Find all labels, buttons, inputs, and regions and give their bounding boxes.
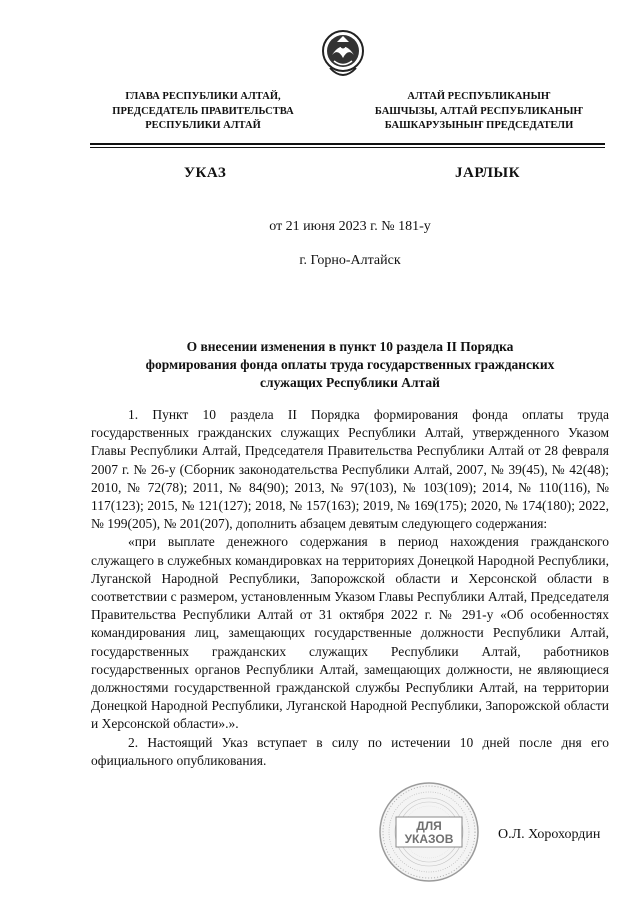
- header-divider-thick: [90, 143, 605, 145]
- stamp-line-2: УКАЗОВ: [404, 832, 454, 846]
- paragraph-1: 1. Пункт 10 раздела II Порядка формирования фонда оплаты труда государственных гражданских служащих Республики Алтай, утвержденного Указом Главы Республики Алтай, Председателя Правительства Республики Алтай от 28 февраля 2007 г. № 26-у (Сборник законодательства Республики Алтай, 2007, № 39(45), № 42(48); 2010, № 72(78); 2011, № 84(90); 2013, № 97(103), № 103(109); 2014, № 110(116), № 117(123); 2015, № 121(127); 2018, № 157(163); 2019, № 169(175); 2020, № 174(180); 2022, № 199(205), № 201(207), дополнить абзацем девятым следующего содержания:: [91, 407, 609, 532]
- document-body: [91, 406, 609, 770]
- header-left-line-2: ПРЕДСЕДАТЕЛЬ ПРАВИТЕЛЬСТВА: [112, 105, 294, 117]
- header-right-authority: [364, 90, 594, 134]
- title-line-3: служащих Республики Алтай: [260, 375, 440, 390]
- header-right-line-2: БАШЧЫЗЫ, АЛТАЙ РЕСПУБЛИКАНЫҤ: [374, 105, 584, 117]
- header-left-authority: [88, 90, 318, 134]
- paragraph-2-quoted: «при выплате денежного содержания в период нахождения гражданского служащего в служебных командировках на территориях Донецкой Народной Республики, Луганской Народной Республики, Запорожской области и Херсонской области в соответствии с размером, установленным Указом Главы Республики Алтай, Председателя Правительства Республики Алтай от 31 октября 2022 г. № 291-у «Об особенностях командирования лиц, замещающих государственные должности Республики Алтай, государственных гражданских служащих Республики Алтай, работников государственных органов Республики Алтай, замещающих должности, не являющиеся должностями государственной гражданской службы Республики Алтай, на территории Донецкой Народной Республики, Луганской Народной Республики, Запорожской области и Херсонской области».».: [91, 534, 609, 732]
- document-date-number: от 21 июня 2023 г. № 181-у: [269, 219, 431, 234]
- header-left-line-1: ГЛАВА РЕСПУБЛИКИ АЛТАЙ,: [125, 91, 281, 102]
- header-right-line-1: АЛТАЙ РЕСПУБЛИКАНЫҤ: [407, 91, 551, 102]
- title-line-1: О внесении изменения в пункт 10 раздела II Порядка: [186, 339, 514, 354]
- doc-type-altai: JАРЛЫК: [455, 165, 521, 181]
- document-city: г. Горно-Алтайск: [299, 253, 401, 268]
- title-line-2: формирования фонда оплаты труда государственных гражданских: [145, 357, 555, 372]
- stamp-line-1: ДЛЯ: [416, 819, 442, 833]
- doc-type-russian: УКАЗ: [184, 165, 227, 181]
- header-left-line-3: РЕСПУБЛИКИ АЛТАЙ: [145, 120, 261, 131]
- document-title: [100, 338, 600, 392]
- signer-name: О.Л. Хорохордин: [498, 827, 601, 842]
- stamp-seal: [378, 781, 480, 883]
- paragraph-3: 2. Настоящий Указ вступает в силу по истечении 10 дней после дня его официального опубликования.: [91, 734, 609, 768]
- header-right-line-3: БАШКАРУЗЫНЫҤ ПРЕДСЕДАТЕЛИ: [384, 120, 574, 131]
- header-divider-thin: [90, 147, 605, 148]
- coat-of-arms-icon: [320, 28, 366, 84]
